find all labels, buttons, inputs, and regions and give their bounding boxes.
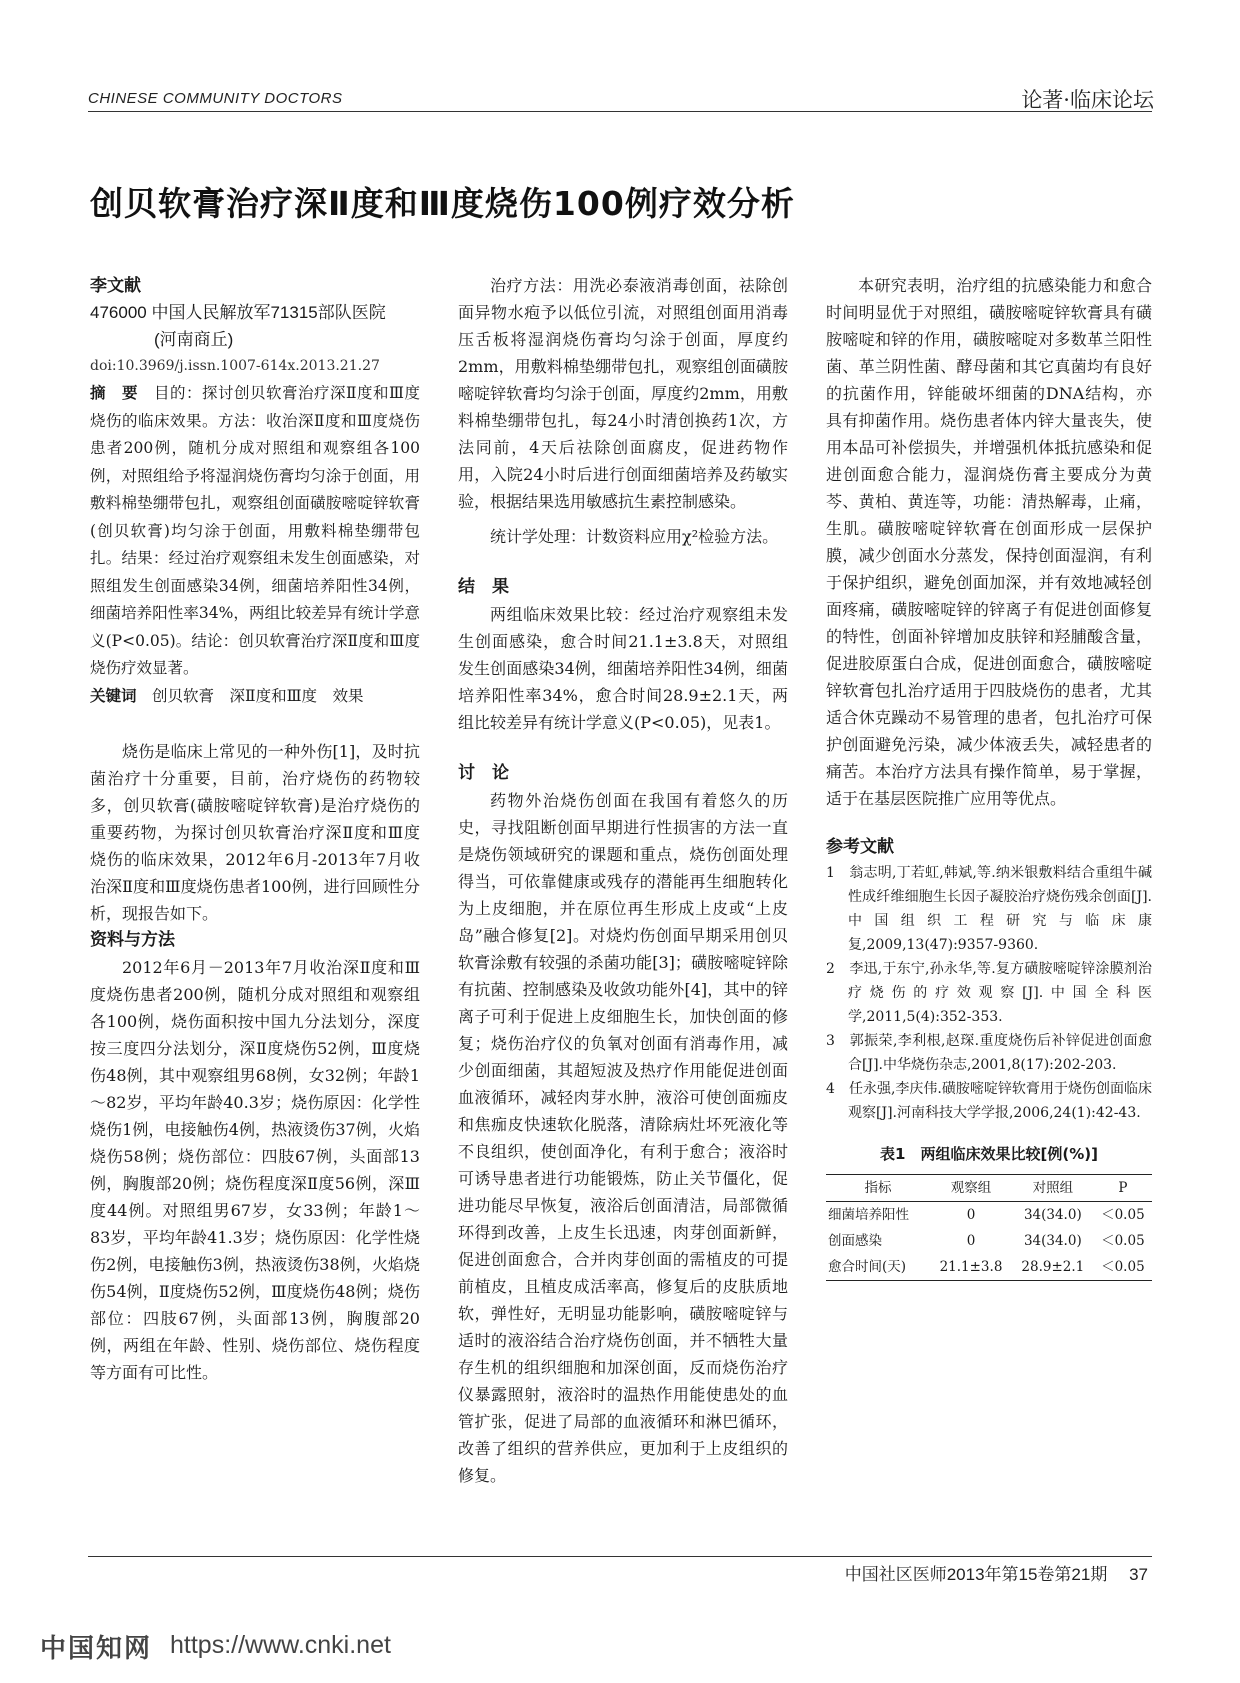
methods-paragraph-1: 2012年6月－2013年7月收治深Ⅱ度和Ⅲ度烧伤患者200例，随机分成对照组和观察组各100例，烧伤面积按中国九分法划分，深度按三度四分法划分，深Ⅱ度烧伤52例，Ⅲ度烧伤48例，其中观察组男68例，女32例；年龄1～82岁，平均年龄40.3岁；烧伤原因：化学性烧伤1例，电接触伤4例，热液烫伤37例，火焰烧伤58例；烧伤部位：四肢67例，头面部13例，胸腹部20例；烧伤程度深Ⅱ度56例，深Ⅲ度44例。对照组男67岁，女33例；年龄1～83岁，平均年龄41.3岁；烧伤原因：化学性烧伤2例，电接触伤3例，热液烫伤38例，火焰烧伤54例，Ⅱ度烧伤52例，Ⅲ度烧伤48例；烧伤部位：四肢67例，头面部13例，胸腹部20例，两组在年龄、性别、烧伤部位、烧伤程度等方面有可比性。 xyxy=(90,958,420,1382)
keywords-text: 创贝软膏 深Ⅱ度和Ⅲ度 效果 xyxy=(152,686,364,705)
table-cell: ＜0.05 xyxy=(1101,1207,1145,1223)
column-2 xyxy=(458,272,788,1489)
references-heading: 参考文献 xyxy=(826,837,894,857)
footer xyxy=(845,1560,1148,1585)
table-cell: 34(34.0) xyxy=(1023,1233,1082,1249)
reference-item: 3 郭振荣,李利根,赵琛.重度烧伤后补锌促进创面愈合[J].中华烧伤杂志,2001,8(17):202-203. xyxy=(826,1033,1152,1073)
table-cell: 21.1±3.8 xyxy=(939,1259,1003,1275)
column-3 xyxy=(826,272,1152,1281)
table-cell: ＜0.05 xyxy=(1101,1233,1145,1249)
column-1 xyxy=(90,272,420,1386)
journal-issue: 中国社区医师2013年第15卷第21期 xyxy=(844,1565,1108,1584)
discussion-paragraph-2: 本研究表明，治疗组的抗感染能力和愈合时间明显优于对照组，磺胺嘧啶锌软膏具有磺胺嘧啶和锌的作用，磺胺嘧啶对多数革兰阳性菌、革兰阴性菌、酵母菌和其它真菌均有良好的抗菌作用，锌能破坏细菌的DNA结构，亦具有抑菌作用。烧伤患者体内锌大量丧失，使用本品可补偿损失，并增强机体抵抗感染和促进创面愈合能力，湿润烧伤膏主要成分为黄芩、黄柏、黄连等，功能：清热解毒，止痛，生肌。磺胺嘧啶锌软膏在创面形成一层保护膜，减少创面水分蒸发，保持创面湿润，有利于保护组织，避免创面加深，并有效地减轻创面疼痛，磺胺嘧啶锌的锌离子有促进创面修复的特性，创面补锌增加皮肤锌和羟脯酸含量，促进胶原蛋白合成，促进创面愈合，磺胺嘧啶锌软膏包扎治疗适用于四肢烧伤的患者，尤其适合休克躁动不易管理的患者，包扎治疗可保护创面避免污染，减少体液丢失，减轻患者的痛苦。本治疗方法具有操作简单，易于掌握，适于在基层医院推广应用等优点。 xyxy=(826,276,1152,808)
header-rule xyxy=(88,111,1152,112)
table-cell: 0 xyxy=(966,1233,976,1249)
results-table xyxy=(826,1174,1152,1281)
table-row xyxy=(826,1254,1152,1281)
reference-list xyxy=(826,861,1152,1125)
table-header-cell: 指标 xyxy=(864,1180,892,1196)
methods-paragraph-3: 统计学处理：计数资料应用χ²检验方法。 xyxy=(490,527,779,546)
reference-item: 2 李迅,于东宁,孙永华,等.复方磺胺嘧啶锌涂膜剂治疗烧伤的疗效观察[J].中国全科医学,2011,5(4):352-353. xyxy=(826,961,1152,1025)
results-heading: 结 果 xyxy=(458,577,509,597)
abstract-text: 目的：探讨创贝软膏治疗深Ⅱ度和Ⅲ度烧伤的临床效果。方法：收治深Ⅱ度和Ⅲ度烧伤患者200例，随机分成对照组和观察组各100例，对照组给予将湿润烧伤膏均匀涂于创面，用敷料棉垫绷带包扎，观察组创面磺胺嘧啶锌软膏(创贝软膏)均匀涂于创面，用敷料棉垫绷带包扎。结果：经过治疗观察组未发生创面感染，对照组发生创面感染34例，细菌培养阳性34例，细菌培养阳性率34%，两组比较差异有统计学意义(P<0.05)。结论：创贝软膏治疗深Ⅱ度和Ⅲ度烧伤疗效显著。 xyxy=(90,384,420,677)
author-name: 李文献 xyxy=(90,276,141,295)
table-caption: 表1 两组临床效果比较[例(%)] xyxy=(880,1145,1098,1163)
introduction: 烧伤是临床上常见的一种外伤[1]，及时抗菌治疗十分重要，目前，治疗烧伤的药物较多，创贝软膏(磺胺嘧啶锌软膏)是治疗烧伤的重要药物，为探讨创贝软膏治疗深Ⅱ度和Ⅲ度烧伤的临床效果，2012年6月-2013年7月收治深Ⅱ度和Ⅲ度烧伤患者100例，进行回顾性分析，现报告如下。 xyxy=(90,742,420,923)
table-cell: 创面感染 xyxy=(828,1233,882,1249)
discussion-heading: 讨 论 xyxy=(458,763,509,783)
doi: doi:10.3969/j.issn.1007-614x.2013.21.27 xyxy=(90,358,380,374)
cnki-url[interactable]: https://www.cnki.net xyxy=(170,1631,391,1659)
methods-heading: 资料与方法 xyxy=(90,930,175,950)
cnki-logo: 中国知网 xyxy=(40,1634,153,1664)
abstract xyxy=(90,380,420,683)
journal-name-header: CHINESE COMMUNITY DOCTORS xyxy=(88,90,343,107)
section-label: 论著·临床论坛 xyxy=(1021,88,1154,112)
table-cell: 愈合时间(天) xyxy=(828,1259,907,1275)
table-header-cell: 对照组 xyxy=(1032,1180,1074,1196)
article-title: 创贝软膏治疗深Ⅱ度和Ⅲ度烧伤100例疗效分析 xyxy=(90,184,795,223)
page-number: 37 xyxy=(1129,1565,1148,1584)
table-cell: 0 xyxy=(966,1207,976,1223)
table-header-cell: 观察组 xyxy=(950,1180,992,1196)
table-row xyxy=(826,1202,1152,1229)
table-cell: 细菌培养阳性 xyxy=(828,1207,909,1223)
reference-item: 4 任永强,李庆伟.磺胺嘧啶锌软膏用于烧伤创面临床观察[J].河南科技大学学报,2006,24(1):42-43. xyxy=(826,1081,1152,1121)
methods-paragraph-2: 治疗方法：用洗必泰液消毒创面，祛除创面异物水疱予以低位引流，对照组创面用消毒压舌板将湿润烧伤膏均匀涂于创面，厚度约2mm，用敷料棉垫绷带包扎，观察组创面磺胺嘧啶锌软膏均匀涂于创面，厚度约2mm，用敷料棉垫绷带包扎，每24小时清创换药1次，方法同前，4天后祛除创面腐皮，促进药物作用，入院24小时后进行创面细菌培养及药敏实验，根据结果选用敏感抗生素控制感染。 xyxy=(458,276,788,511)
table-header-cell: P xyxy=(1118,1180,1128,1196)
reference-item: 1 翁志明,丁若虹,韩斌,等.纳米银敷料结合重组牛碱性成纤维细胞生长因子凝胶治疗烧伤残余创面[J].中国组织工程研究与临床康复,2009,13(47):9357-9360. xyxy=(826,865,1152,953)
table-cell: 34(34.0) xyxy=(1023,1207,1082,1223)
table-row xyxy=(826,1228,1152,1254)
results-paragraph: 两组临床效果比较：经过治疗观察组未发生创面感染，愈合时间21.1±3.8天，对照组发生创面感染34例，细菌培养阳性34例，细菌培养阳性率34%，愈合时间28.9±2.1天，两组比较差异有统计学意义(P<0.05)，见表1。 xyxy=(458,605,788,732)
abstract-label: 摘 要 xyxy=(90,384,138,402)
discussion-paragraph-1: 药物外治烧伤创面在我国有着悠久的历史，寻找阻断创面早期进行性损害的方法一直是烧伤领域研究的课题和重点，烧伤创面处理得当，可依靠健康或残存的潜能再生细胞转化为上皮细胞，并在原位再生形成上皮或“上皮岛”融合修复[2]。对烧灼伤创面早期采用创贝软膏涂敷有较强的杀菌功能[3]；磺胺嘧啶锌除有抗菌、控制感染及收敛功能外[4]，其中的锌离子可利于促进上皮细胞生长，加快创面的修复；烧伤治疗仪的负氧对创面有消毒作用，减少创面细菌，其超短波及热疗作用能促进创面血液循环，减轻肉芽水肿，液浴可使创面痂皮和焦痂皮快速软化脱落，清除病灶坏死液化等不良组织，使创面净化，有利于愈合；液浴时可诱导患者进行功能锻炼，防止关节僵化，促进功能尽早恢复，液浴后创面清洁，局部微循环得到改善，上皮生长迅速，肉芽创面新鲜，促进创面愈合，合并肉芽创面的需植皮的可提前植皮，且植皮成活率高，修复后的皮肤质地软，弹性好，无明显功能影响，磺胺嘧啶锌与适时的液浴结合治疗烧伤创面，并不牺牲大量存生机的组织细胞和加深创面，反而烧伤治疗仪暴露照射，液浴时的温热作用能使患处的血管扩张，促进了局部的血液循环和淋巴循环，改善了组织的营养供应，更加利于上皮组织的修复。 xyxy=(458,791,788,1485)
table-header-row xyxy=(826,1175,1152,1202)
keywords xyxy=(90,683,420,711)
table-cell: 28.9±2.1 xyxy=(1021,1259,1085,1275)
affiliation-location: (河南商丘) xyxy=(154,330,234,349)
affiliation: 476000 中国人民解放军71315部队医院 xyxy=(90,303,386,322)
footer-rule xyxy=(88,1556,1152,1557)
table-cell: ＜0.05 xyxy=(1101,1259,1145,1275)
keywords-label: 关键词 xyxy=(90,686,137,705)
